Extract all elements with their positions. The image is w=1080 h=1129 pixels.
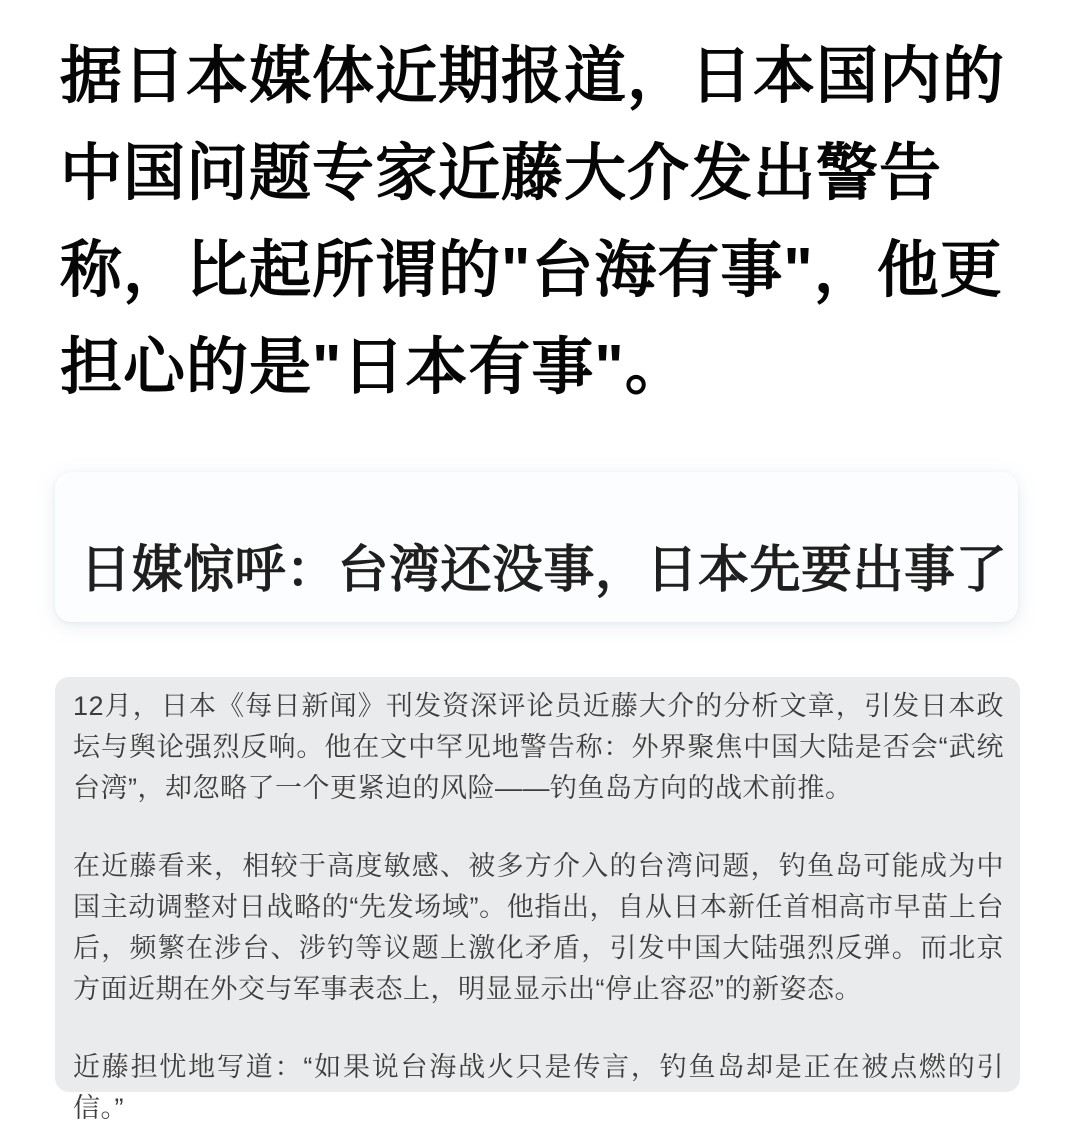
headline-card — [55, 472, 1018, 622]
article-excerpt-box — [55, 677, 1020, 1123]
lead-line: 担心的是"日本有事"。 — [60, 333, 688, 402]
article-paragraph: 在近藤看来，相较于高度敏感、被多方介入的台湾问题，钓鱼岛可能成为中国主动调整对日战略的“先发场域”。他指出，自从日本新任首相高市早苗上台后，频繁在涉台、涉钓等议题上激化矛盾，引发中国大陆强烈反弹。而北京方面近期在外交与军事表态上，明显显示出“停止容忍”的新姿态。 — [73, 851, 1004, 1004]
lead-text — [60, 28, 1035, 416]
lead-line: 据日本媒体近期报道，日本国内的 — [60, 42, 1006, 111]
article-paragraph: 近藤担忧地写道：“如果说台海战火只是传言，钓鱼岛却是正在被点燃的引信。” — [73, 1052, 1004, 1123]
headline-title: 日媒惊呼：台湾还没事，日本先要出事了 — [80, 541, 1008, 598]
article-paragraph: 12月，日本《每日新闻》刊发资深评论员近藤大介的分析文章，引发日本政坛与舆论强烈反响。他在文中罕见地警告称：外界聚焦中国大陆是否会“武统台湾”，却忽略了一个更紧迫的风险——钓鱼岛方向的战术前推。 — [73, 691, 1004, 803]
lead-line: 中国问题专家近藤大介发出警告 — [60, 139, 943, 208]
lead-line: 称，比起所谓的"台海有事"，他更 — [60, 236, 1003, 305]
